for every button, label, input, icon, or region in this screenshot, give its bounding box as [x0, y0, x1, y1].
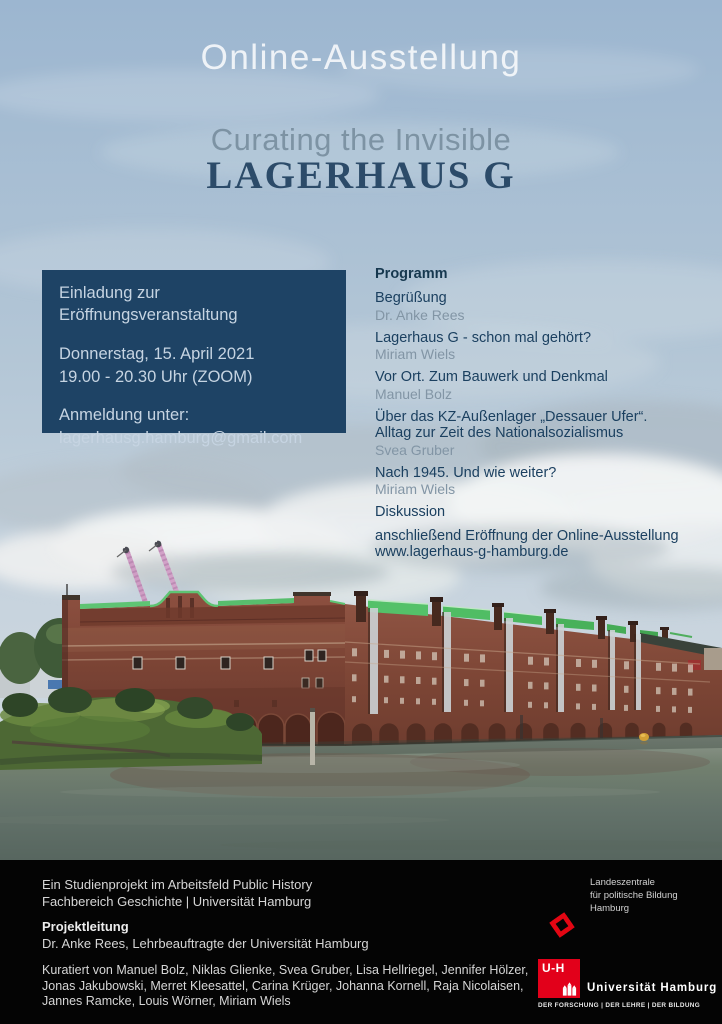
- program-item-title: Nach 1945. Und wie weiter?: [375, 464, 557, 481]
- footer-project-line: Ein Studienprojekt im Arbeitsfeld Public History: [42, 877, 313, 892]
- program-section: [375, 266, 687, 568]
- program-item-title: www.lagerhaus-g-hamburg.de: [375, 544, 569, 560]
- program-item-speaker: Miriam Wiels: [375, 346, 456, 362]
- program-item-speaker: Svea Gruber: [375, 441, 455, 458]
- uhh-logo-letters: U-H: [542, 961, 565, 975]
- footer-project-line: Fachbereich Geschichte | Universität Hamburg: [42, 894, 312, 909]
- footer-project-lines: [42, 876, 312, 910]
- registration-email: lagerhausg.hamburg@gmail.com: [59, 429, 303, 447]
- invitation-registration: [59, 404, 329, 450]
- invitation-date: Donnerstag, 15. April 2021: [59, 345, 255, 363]
- footer: [0, 860, 722, 1024]
- program-item: [375, 369, 687, 402]
- program-item-speaker: Dr. Anke Rees: [375, 306, 465, 323]
- exhibition-kicker: Online-Ausstellung: [200, 38, 522, 77]
- invitation-datetime: [59, 343, 329, 389]
- lzpb-text-line: für politische Bildung: [590, 890, 678, 901]
- footer-curator-line: Jonas Jakubowski, Merret Kleesattel, Carina Krüger, Johanna Kornell, Raja Nicolaisen,: [42, 978, 524, 993]
- program-item-speaker: Miriam Wiels: [375, 481, 456, 497]
- uhh-tagline: DER FORSCHUNG | DER LEHRE | DER BILDUNG: [538, 1002, 701, 1009]
- program-item-title: Lagerhaus G - schon mal gehört?: [375, 329, 592, 346]
- footer-lead-block: [42, 918, 369, 952]
- invitation-heading: Einladung zur Eröffnungsveranstaltung: [59, 284, 238, 324]
- program-item: [375, 330, 687, 363]
- lzpb-text-line: Hamburg: [590, 903, 630, 914]
- program-item-title: Begrüßung: [375, 290, 447, 306]
- program-item: [375, 504, 687, 521]
- program-list: [375, 290, 687, 561]
- program-item: [375, 528, 687, 561]
- exhibition-subtitle: Curating the Invisible: [210, 122, 512, 157]
- footer-lead-heading: Projektleitung: [42, 919, 129, 934]
- lzpb-pinwheel-icon: [533, 901, 591, 949]
- program-item-title: Über das KZ-Außenlager „Dessauer Ufer“.: [375, 408, 648, 425]
- uhh-name-text: Universität Hamburg: [587, 982, 718, 994]
- lzpb-text: [590, 876, 678, 915]
- buoy: [639, 733, 649, 745]
- program-item-title: Alltag zur Zeit des Nationalsozialismus: [375, 425, 624, 441]
- program-item: [375, 409, 687, 458]
- footer-curator-line: Jannes Ramcke, Louis Wörner, Miriam Wiels: [42, 994, 291, 1008]
- program-heading: Programm: [375, 266, 448, 282]
- uhh-logo: [538, 959, 580, 998]
- footer-curator-line: Kuratiert von Manuel Bolz, Niklas Glienke, Svea Gruber, Lisa Hellriegel, Jennifer Hölzer,: [42, 963, 529, 977]
- program-item-title: Vor Ort. Zum Bauwerk und Denkmal: [375, 369, 608, 385]
- program-item-speaker: Manuel Bolz: [375, 385, 453, 402]
- registration-label: Anmeldung unter:: [59, 406, 190, 424]
- program-item: [375, 465, 687, 498]
- program-item: [375, 290, 687, 323]
- castle-icon: [561, 982, 578, 996]
- program-item-title: anschließend Eröffnung der Online-Ausstellung: [375, 527, 679, 544]
- lzpb-text-line: Landeszentrale: [590, 877, 655, 888]
- footer-lead-line: Dr. Anke Rees, Lehrbeauftragte der Universität Hamburg: [42, 936, 369, 951]
- program-item-title: Diskussion: [375, 504, 446, 520]
- footer-curator-lines: [42, 963, 528, 1010]
- invitation-time: 19.00 - 20.30 Uhr (ZOOM): [59, 368, 253, 386]
- invitation-box: [42, 270, 346, 447]
- exhibition-title: LAGERHAUS G: [206, 154, 516, 197]
